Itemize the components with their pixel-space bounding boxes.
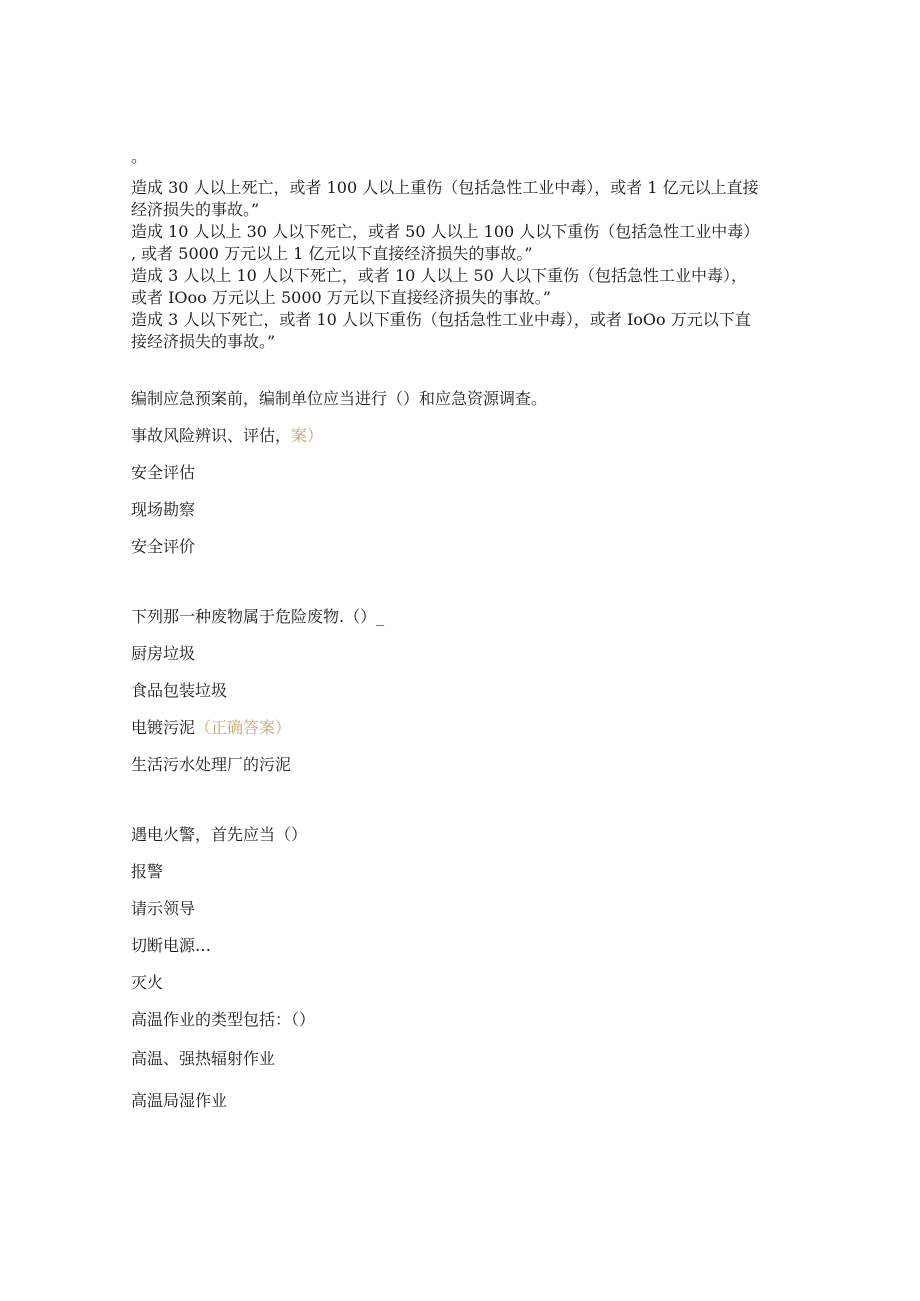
question-4: 高温作业的类型包括：（）: [131, 1010, 316, 1029]
question-2: 下列那一种废物属于危险废物.（）_: [131, 607, 385, 626]
q3-option-4: 灭火: [131, 973, 164, 992]
q4-option-1: 高温、强热辐射作业: [131, 1049, 276, 1068]
q1-option-1: [131, 425, 323, 447]
correct-answer-tag: （正确答案）: [195, 718, 292, 737]
q3-option-3: 切断电源…: [131, 936, 212, 955]
intro-line-3: 造成 10 人以上 30 人以下死亡，或者 50 人以上 100 人以下重伤（包括急性工业中毒）: [131, 222, 760, 241]
q1-option-3: 现场勘察: [131, 500, 196, 519]
intro-line-1: 造成 30 人以上死亡，或者 100 人以上重伤（包括急性工业中毒），或者 1 亿元以上直接: [131, 178, 759, 197]
q1-option-2: 安全评估: [131, 463, 196, 482]
intro-line-6: 或者 IOoo 万元以上 5000 万元以下直接经济损失的事故。”: [131, 288, 551, 307]
q3-option-2: 请示领导: [131, 899, 196, 918]
question-3: 遇电火警，首先应当（）: [131, 825, 308, 844]
q2-option-4: 生活污水处理厂的污泥: [131, 755, 292, 774]
q1-option-4: 安全评价: [131, 537, 196, 556]
q2-option-1: 厨房垃圾: [131, 644, 196, 663]
intro-line-8: 接经济损失的事故。”: [131, 332, 276, 351]
stray-mark: 。: [131, 147, 148, 166]
question-1: 编制应急预案前，编制单位应当进行（）和应急资源调查。: [131, 389, 548, 408]
q2-option-3: [131, 717, 291, 739]
intro-line-5: 造成 3 人以上 10 人以下死亡，或者 10 人以上 50 人以下重伤（包括急性工业中毒），: [131, 266, 747, 285]
intro-line-2: 经济损失的事故。”: [131, 200, 260, 219]
q3-option-1: 报警: [131, 862, 164, 881]
q1-option-1-text: 事故风险辨识、评估，: [131, 426, 292, 445]
answer-tag: 案）: [291, 426, 324, 445]
intro-line-7: 造成 3 人以下死亡，或者 10 人以下重伤（包括急性工业中毒），或者 IoOo 万元以下直: [131, 310, 751, 329]
intro-line-4: , 或者 5000 万元以上 1 亿元以下直接经济损失的事故。”: [131, 244, 533, 263]
q2-option-3-text: 电镀污泥: [131, 718, 196, 737]
q2-option-2: 食品包装垃圾: [131, 681, 228, 700]
q4-option-2: 高温局湿作业: [131, 1091, 228, 1110]
